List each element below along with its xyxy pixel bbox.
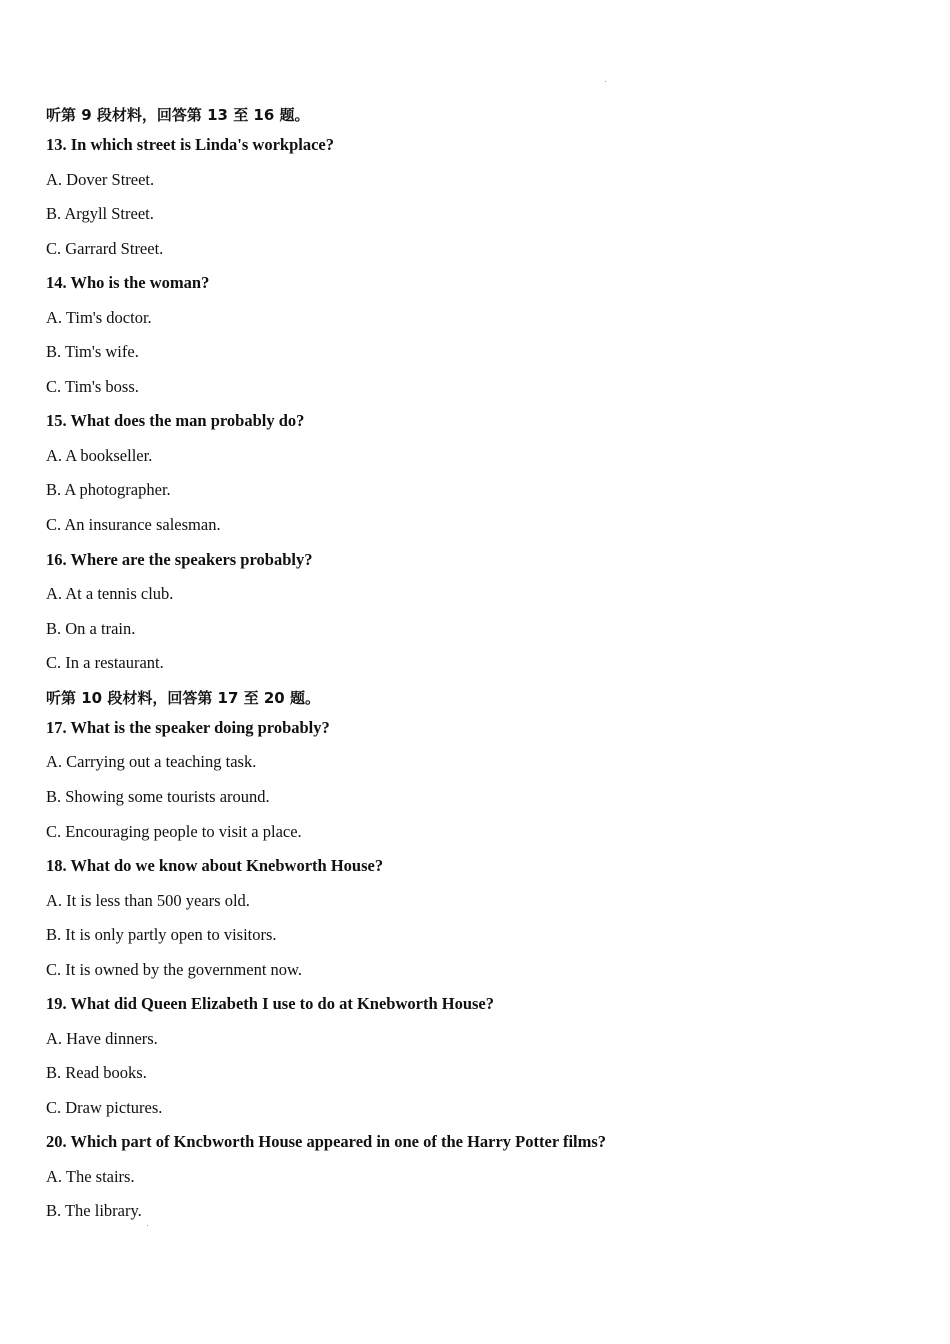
option-15-c: C. An insurance salesman. [46,515,221,534]
question-17: 17. What is the speaker doing probably? [46,718,330,737]
option-20-b: B. The library. [46,1201,142,1220]
option-19-b: B. Read books. [46,1063,147,1082]
option-16-b: B. On a train. [46,619,136,638]
option-18-c: C. It is owned by the government now. [46,960,303,979]
option-16-a: A. At a tennis club. [46,584,174,603]
section-heading: 听第 10 段材料，回答第 17 至 20 题。 [46,689,320,707]
option-16-c: C. In a restaurant. [46,653,164,672]
option-15-b: B. A photographer. [46,480,171,499]
option-13-a: A. Dover Street. [46,170,155,189]
option-19-c: C. Draw pictures. [46,1098,163,1117]
section-heading: 听第 9 段材料，回答第 13 至 16 题。 [46,106,310,124]
option-17-b: B. Showing some tourists around. [46,787,270,806]
option-19-a: A. Have dinners. [46,1029,158,1048]
option-14-c: C. Tim's boss. [46,377,139,396]
question-18: 18. What do we know about Knebworth House? [46,856,384,875]
option-13-c: C. Garrard Street. [46,239,164,258]
option-13-b: B. Argyll Street. [46,204,154,223]
option-14-b: B. Tim's wife. [46,342,139,361]
question-14: 14. Who is the woman? [46,273,210,292]
question-16: 16. Where are the speakers probably? [46,550,313,569]
question-19: 19. What did Queen Elizabeth I use to do at Knebworth House? [46,994,494,1013]
question-20: 20. Which part of Kncbworth House appeared in one of the Harry Potter films? [46,1132,607,1151]
speck-mark [605,81,606,82]
option-14-a: A. Tim's doctor. [46,308,152,327]
question-13: 13. In which street is Linda's workplace? [46,135,335,154]
option-15-a: A. A bookseller. [46,446,153,465]
option-17-a: A. Carrying out a teaching task. [46,752,257,771]
option-17-c: C. Encouraging people to visit a place. [46,822,302,841]
option-20-a: A. The stairs. [46,1167,135,1186]
question-15: 15. What does the man probably do? [46,411,305,430]
option-18-a: A. It is less than 500 years old. [46,891,250,910]
option-18-b: B. It is only partly open to visitors. [46,925,277,944]
speck-mark [147,1225,148,1226]
